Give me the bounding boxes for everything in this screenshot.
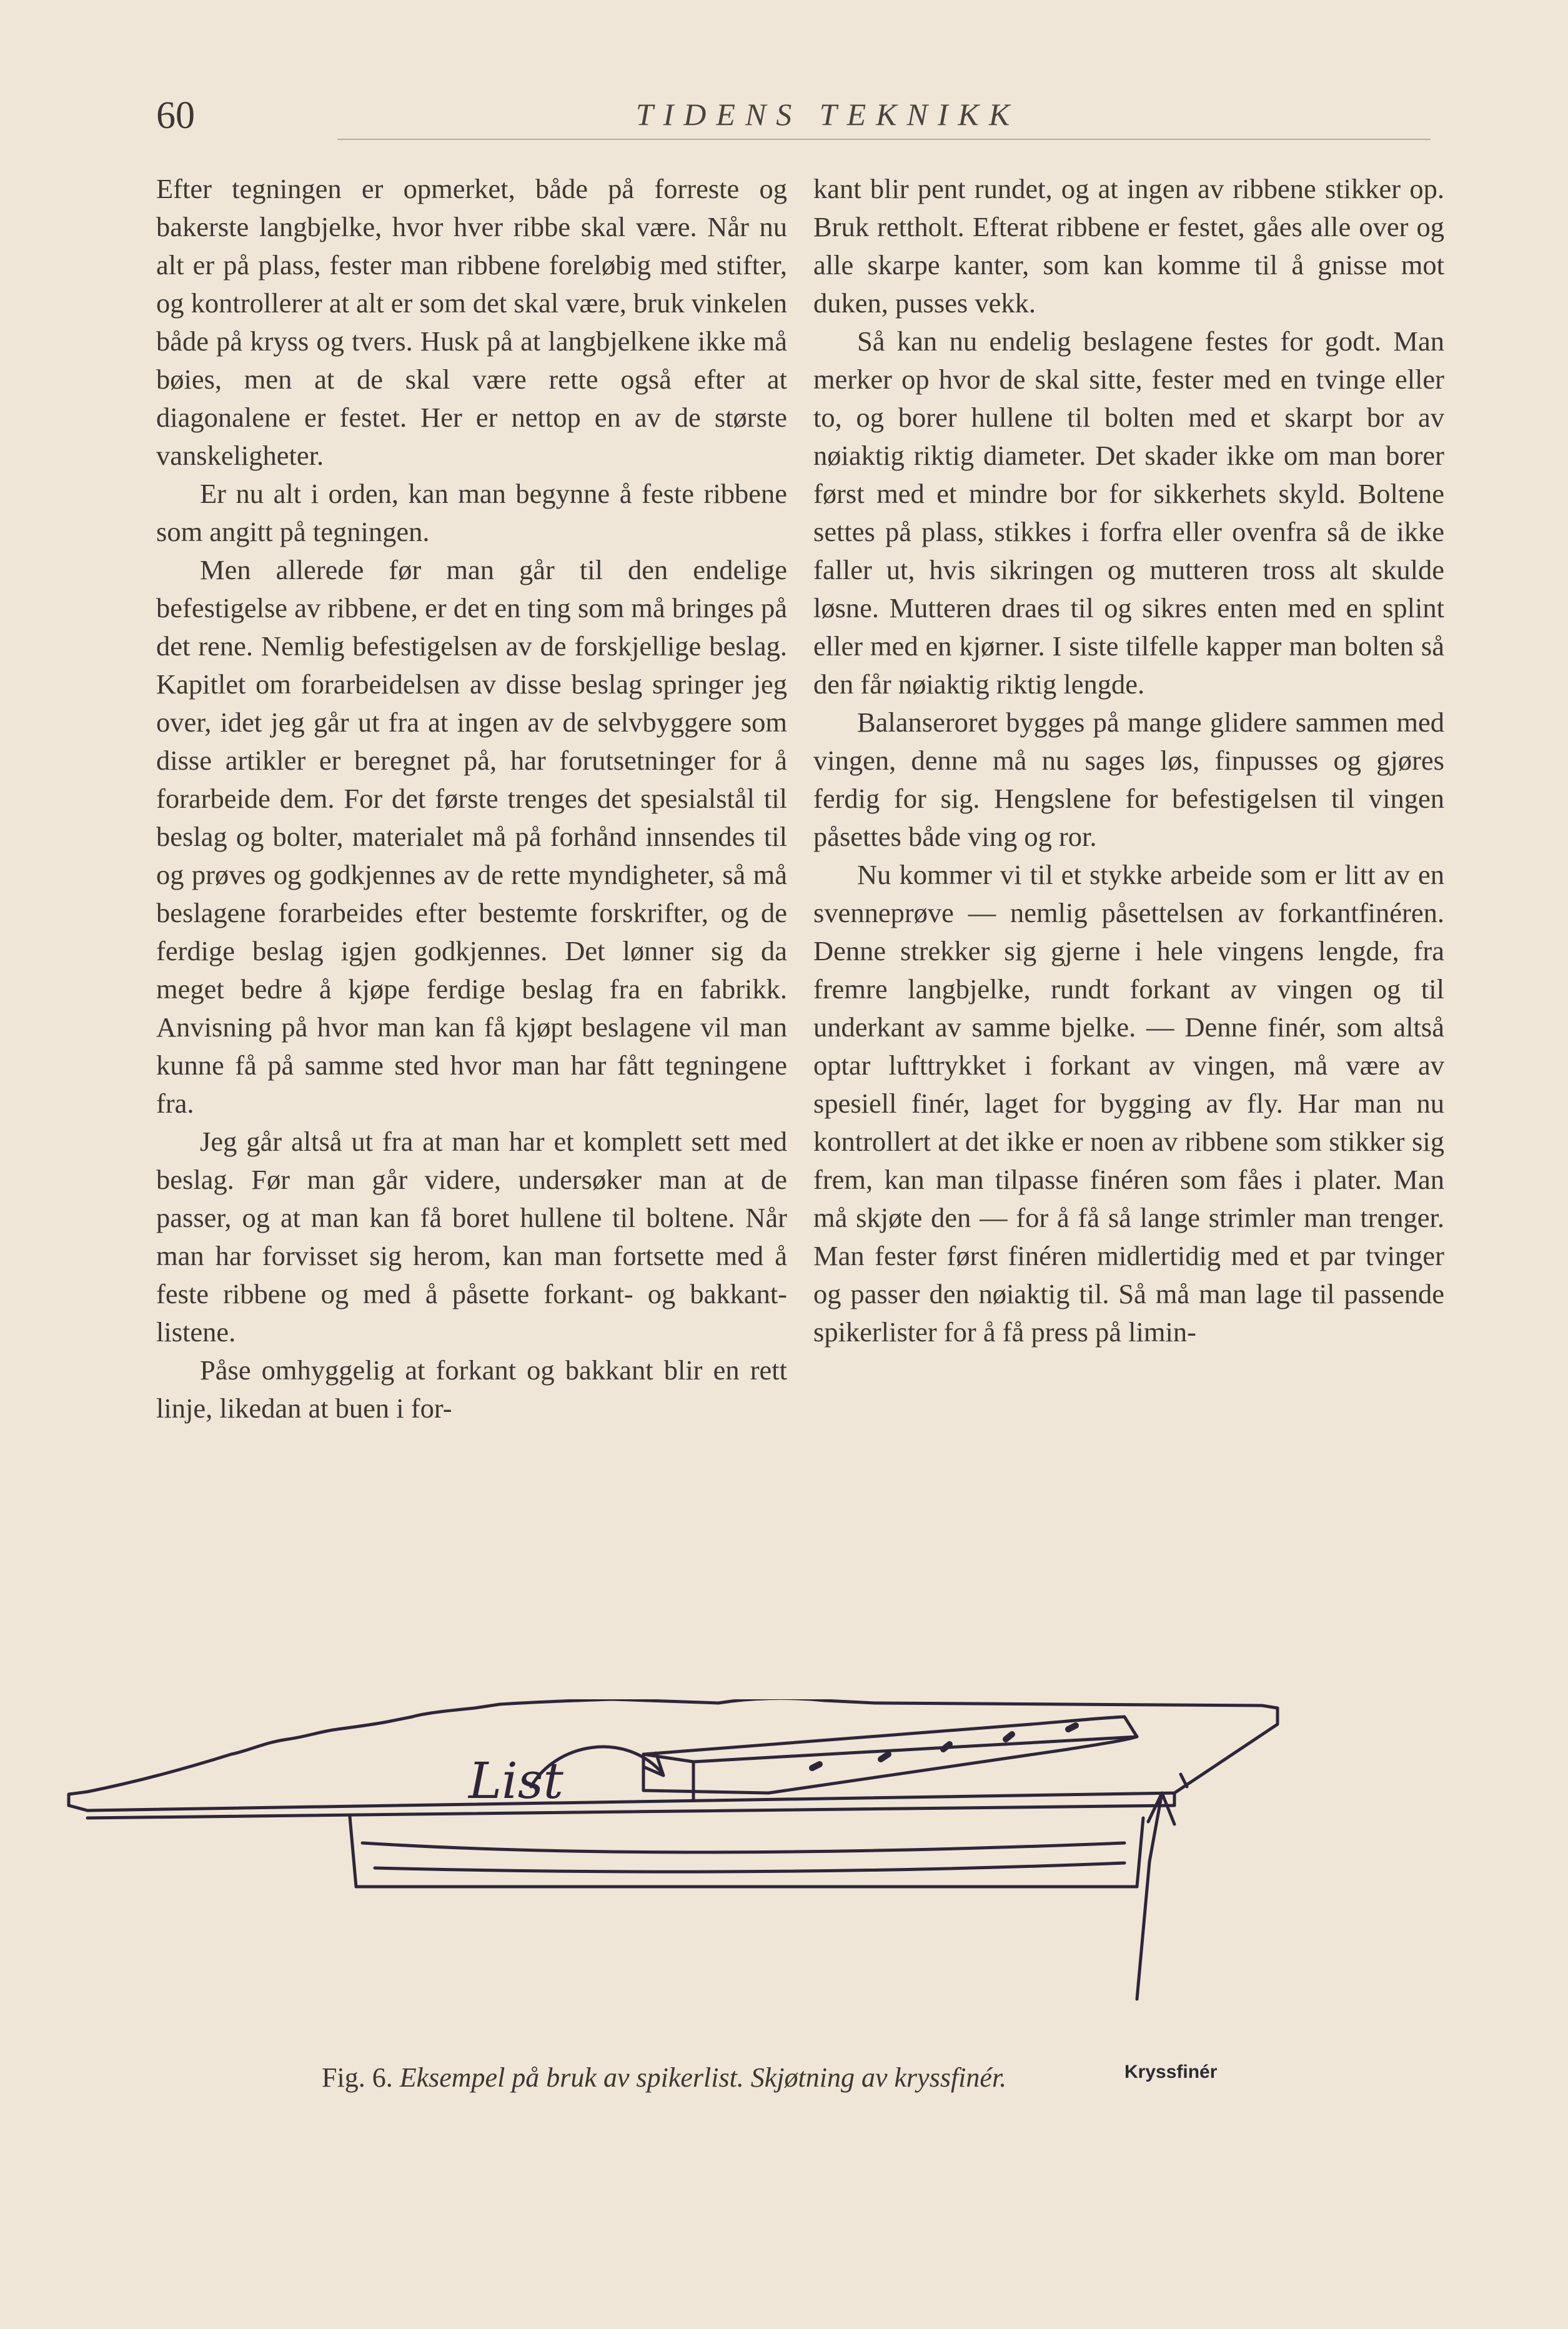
kryssfiner-label: Kryssfinér — [1124, 2062, 1218, 2082]
header-rule — [337, 139, 1431, 140]
paragraph: Nu kommer vi til et stykke arbeide som er litt av en svenneprøve — nemlig påsettelsen av forkantfinéren. Denne strekker sig gjerne i hele vingens lengde, fra fremre langbjelke, rundt forkant av vingen og til underkant av samme bjelke. — Denne finér, som altså optar lufttrykket i forkant av vingen, må være av spesiell finér, laget for bygging av fly. Har man nu kontrollert at det ikke er noen av ribbene som stikker sig frem, kan man tilpasse finéren som fåes i plater. Man må skjøte den — for å få så lange strimler man trenger. Man fester først finéren midlertidig med et par tvinger og passer den nøiaktig til. Så må man lage til passende spikerlister for å få press på limin- — [813, 859, 1444, 1348]
page-header — [156, 87, 1437, 144]
plywood-sheet-outline — [87, 1699, 1278, 1810]
figure-caption-text: Eksempel på bruk av spikerlist. Skjøtning av kryssfinér. — [399, 2062, 1007, 2093]
nail-mark — [1006, 1734, 1012, 1739]
spikerlist-illustration — [62, 1699, 1512, 2087]
paragraph: Efter tegningen er opmerket, både på forreste og bakerste langbjelke, hvor hver ribbe skal være. Når nu alt er på plass, fester man ribbene foreløbig med stifter, og kontrollerer at alt er som det skal være, bruk vinkelen både på kryss og tvers. Husk på at langbjelkene ikke må bøies, men at de skal være rette også efter at diagonalene er festet. Her er nettop en av de største vanskeligheter. — [156, 173, 787, 471]
paragraph: Så kan nu endelig beslagene festes for godt. Man merker op hvor de skal sitte, fester med en tvinge eller to, og borer hullene til bolten med et skarpt bor av nøiaktig riktig diameter. Det skader ikke om man borer først med et mindre bor for sikkerhets skyld. Boltene settes på plass, stikkes i forfra eller ovenfra så de ikke faller ut, hvis sikringen og mutteren tross alt skulde løsne. Mutteren draes til og sikres enten med en splint eller med en kjørner. I siste tilfelle kapper man bolten så den får nøiaktig riktig lengde. — [813, 325, 1444, 700]
nail-mark — [1068, 1726, 1076, 1729]
paragraph: Er nu alt i orden, kan man begynne å feste ribbene som angitt på tegningen. — [156, 478, 787, 547]
kryssfiner-arrow — [1137, 1793, 1162, 1999]
figure-caption — [322, 2062, 1321, 2093]
paragraph: Påse omhyggelig at forkant og bakkant blir en rett linje, likedan at buen i for- — [156, 1354, 787, 1424]
page-number: 60 — [156, 94, 195, 137]
figure-number: Fig. 6. — [322, 2062, 393, 2093]
nail-mark — [881, 1754, 888, 1759]
nail-mark — [943, 1744, 950, 1749]
paragraph: Balanseroret bygges på mange glidere sammen med vingen, denne må nu sages løs, finpusses og gjøres ferdig for sig. Hengslene for befestigelsen til vingen påsettes både ving og ror. — [813, 707, 1444, 852]
kryssfiner-arrowhead — [1148, 1793, 1174, 1824]
left-column — [156, 170, 787, 1428]
nail-mark — [812, 1764, 820, 1768]
plywood-edge-line — [69, 1792, 87, 1810]
figure-6-drawing — [62, 1699, 1512, 2105]
right-column — [813, 170, 1444, 1351]
paragraph: kant blir pent rundet, og at ingen av ribbene stikker op. Bruk rettholt. Efterat ribbene er festet, gåes alle over og alle skarpe kanter, som kan komme til å gnisse mot duken, pusses vekk. — [813, 173, 1444, 319]
paragraph: Jeg går altså ut fra at man har et komplett sett med beslag. Før man går videre, undersøker man at de passer, og at man kan få boret hullene til boltene. Når man har forvisset sig herom, kan man fortsette med å feste ribbene og med å påsette forkant- og bakkant-listene. — [156, 1126, 787, 1348]
list-label: List — [469, 1752, 563, 1810]
running-title: TIDENS TEKNIKK — [635, 97, 1020, 132]
under-block-grain — [362, 1843, 1124, 1872]
paragraph: Men allerede før man går til den endelige befestigelse av ribbene, er det en ting som må bringes på det rene. Nemlig befestigelsen av de forskjellige beslag. Kapitlet om forarbeidelsen av disse beslag springer jeg over, idet jeg går ut fra at ingen av de selvbyggere som disse artikler er beregnet på, har forutsetninger for å forarbeide dem. For det første trenges det spesialstål til beslag og bolter, materialet må på forhånd innsendes til og prøves og godkjennes av de rette myndigheter, så må beslagene forarbeides efter bestemte forskrifter, og de ferdige beslag igjen godkjennes. Det lønner sig da meget bedre å kjøpe ferdige beslag fra en fabrikk. Anvisning på hvor man kan få kjøpt beslagene vil man kunne få på samme sted hvor man har fått tegningene fra. — [156, 554, 787, 1119]
